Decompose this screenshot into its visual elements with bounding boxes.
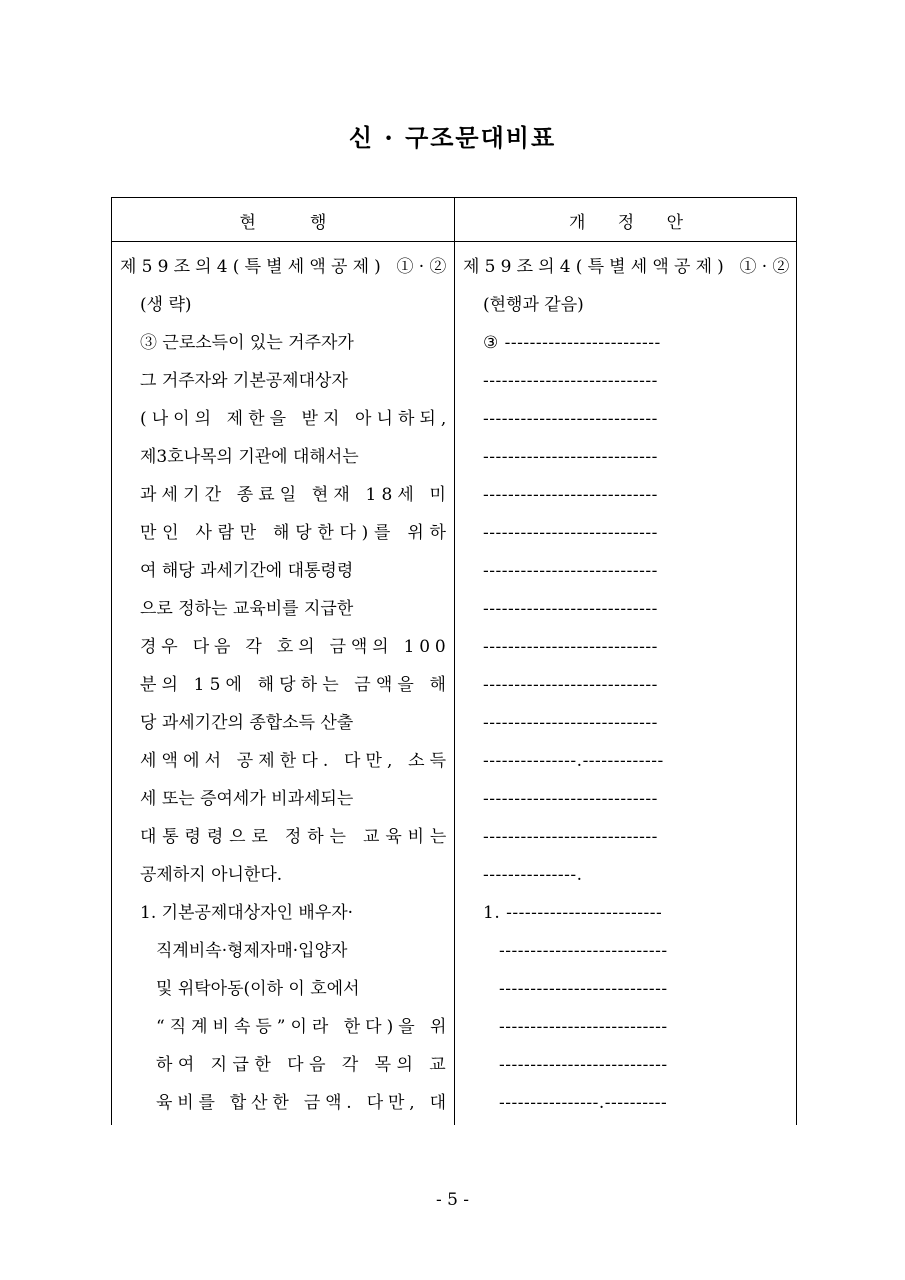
left-line: 세 또는 증여세가 비과세되는	[140, 789, 354, 809]
header-proposed: 개 정 안	[568, 213, 684, 233]
right-line: 제59조의4(특별세액공제) ①·②	[463, 257, 795, 277]
left-line: 여 해당 과세기간에 대통령령	[140, 561, 354, 581]
right-line: ----------------------------	[483, 371, 658, 391]
left-line: 하여 지급한 다음 각 목의 교	[156, 1055, 452, 1075]
left-line: 만인 사람만 해당한다)를 위하	[140, 523, 452, 543]
right-line: ---------------.-------------	[483, 751, 664, 771]
column-divider	[454, 198, 455, 1125]
right-line: ----------------.----------	[499, 1093, 668, 1113]
right-line: ----------------------------	[483, 637, 658, 657]
header-divider	[112, 241, 796, 242]
right-line: ----------------------------	[483, 447, 658, 467]
left-line: 1. 기본공제대상자인 배우자·	[140, 903, 354, 923]
comparison-table	[111, 197, 797, 1125]
right-line: ---------------.	[483, 865, 583, 885]
right-line: ----------------------------	[483, 485, 658, 505]
page-number: - 5 -	[435, 1190, 470, 1210]
right-line: ----------------------------	[483, 561, 658, 581]
right-line: ---------------------------	[499, 1017, 668, 1037]
left-line: “직계비속등”이라 한다)을 위	[156, 1017, 452, 1037]
left-line: 과세기간 종료일 현재 18세 미	[140, 485, 452, 505]
right-line: ----------------------------	[483, 827, 658, 847]
left-line: 경우 다음 각 호의 금액의 100	[140, 637, 451, 657]
left-line: 대통령령으로 정하는 교육비는	[140, 827, 453, 847]
left-line: 및 위탁아동(이하 이 호에서	[156, 979, 360, 999]
right-line: ---------------------------	[499, 941, 668, 961]
right-line: ----------------------------	[483, 675, 658, 695]
left-line: 으로 정하는 교육비를 지급한	[140, 599, 354, 619]
left-line: ③ 근로소득이 있는 거주자가	[140, 333, 354, 353]
left-line: (나이의 제한을 받지 아니하되,	[140, 409, 452, 429]
document-title: 신 · 구조문대비표	[348, 123, 557, 152]
right-line: ----------------------------	[483, 789, 658, 809]
right-line: ③ -------------------------	[483, 333, 661, 353]
left-line: 세액에서 공제한다. 다만, 소득	[140, 751, 452, 771]
left-line: 공제하지 아니한다.	[140, 865, 283, 885]
left-line: 그 거주자와 기본공제대상자	[140, 371, 348, 391]
left-line: 제3호나목의 기관에 대해서는	[140, 447, 359, 467]
right-line: 1. -------------------------	[483, 903, 663, 923]
right-line: ----------------------------	[483, 713, 658, 733]
right-line: ---------------------------	[499, 979, 668, 999]
left-line: 분의 15에 해당하는 금액을 해	[140, 675, 452, 695]
right-line: ----------------------------	[483, 599, 658, 619]
left-line: 육비를 합산한 금액. 다만, 대	[156, 1093, 451, 1113]
right-line: ----------------------------	[483, 409, 658, 429]
right-line: (현행과 같음)	[483, 295, 584, 315]
header-current: 현 행	[239, 213, 327, 233]
left-line: 당 과세기간의 종합소득 산출	[140, 713, 354, 733]
right-line: ---------------------------	[499, 1055, 668, 1075]
left-line: (생 략)	[140, 295, 192, 315]
left-line: 직계비속·형제자매·입양자	[156, 941, 348, 961]
left-line: 제59조의4(특별세액공제) ①·②	[120, 257, 452, 277]
right-line: ----------------------------	[483, 523, 658, 543]
